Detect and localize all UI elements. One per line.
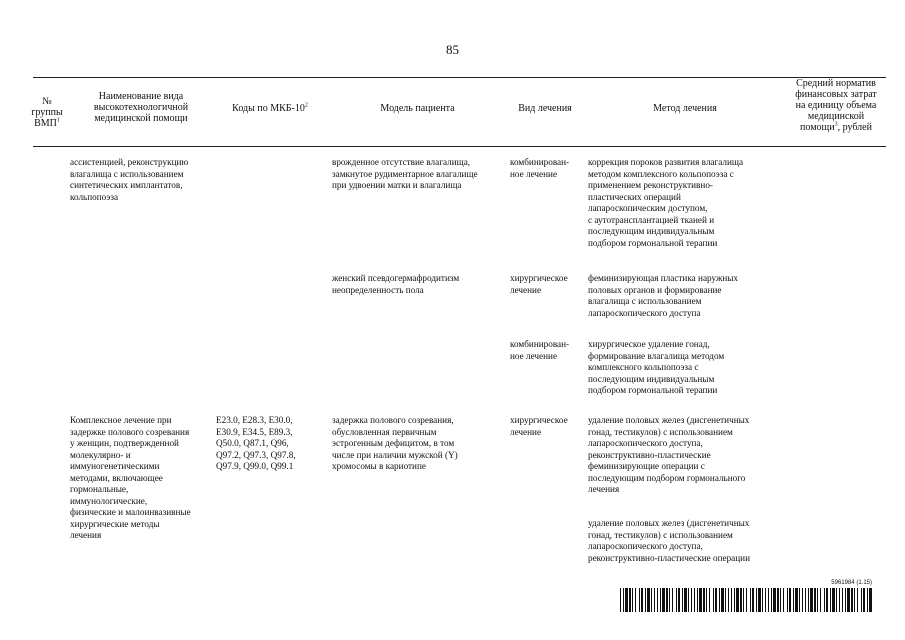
- header-bottom-rule: [33, 146, 886, 147]
- row1-method: коррекция пороков развития влагалища методом комплексного кольпопоэза с применением реконструктивно- пластических операций лапароскопическим доступом, с аутотрансплантацией тканей и последующим индивидуальным подбором гормональной терапии: [588, 157, 744, 248]
- page-number: 85: [446, 42, 459, 57]
- row2-model: женский псевдогермафродитизм неопределенность пола: [332, 273, 460, 295]
- row5-method: удаление половых желез (дисгенетичных гонад, тестикулов) с использованием лапароскопического доступа, реконструктивно-пластические операции: [588, 518, 750, 563]
- row3-treatment: комбинирован- ное лечение: [510, 339, 570, 361]
- row4-treatment: хирургическое лечение: [510, 415, 568, 437]
- row4-codes: E23.0, E28.3, E30.0, E30.9, E34.5, E89.3, Q50.0, Q87.1, Q96, Q97.2, Q97.3, Q97.8, Q97.9, Q99.0, Q99.1: [216, 415, 296, 471]
- header-col-name: Наименование вида высокотехнологичной медицинской помощи: [93, 91, 189, 124]
- table-top-rule: [33, 77, 886, 78]
- header-col-cost: Средний норматив финансовых затрат на единицу объема медицинской помощи$^3$, рублей: [795, 78, 877, 133]
- row2-method: феминизирующая пластика наружных половых органов и формирование влагалища с использованием лапароскопического доступа: [588, 273, 739, 318]
- header-col-model: Модель пациента: [380, 103, 455, 114]
- row1-treatment: комбинирован- ное лечение: [510, 157, 570, 179]
- document-code: [620, 580, 872, 612]
- header-col-treatment: Вид лечения: [518, 103, 572, 114]
- row4-model: задержка полового созревания, обусловленная первичным эстрогенным дефицитом, в том числе при наличии мужской (Y) хромосомы в кариотипе: [332, 415, 458, 471]
- barcode-image: [620, 588, 872, 612]
- document-code-text: 5961984 (1.15): [831, 580, 872, 586]
- row1-model: врожденное отсутствие влагалища, замкнутое рудиментарное влагалище при удвоении матки и влагалища: [332, 157, 478, 190]
- row3-method: хирургическое удаление гонад, формирование влагалища методом комплексного кольпопоэза с последующим индивидуальным подбором гормональной терапии: [588, 339, 725, 395]
- header-col-method: Метод лечения: [653, 103, 717, 114]
- row1-name: ассистенцией, реконструкцию влагалища с использованием синтетических имплантатов, кольпопоэза: [70, 157, 189, 202]
- row4-method: удаление половых желез (дисгенетичных гонад, тестикулов) с использованием лапароскопического доступа, реконструктивно-пластические феминизирующие операции с последующим подбором гормонального лечения: [588, 415, 750, 494]
- header-col-codes: Коды по МКБ-$10^2$: [232, 102, 308, 114]
- header-col-group: № группы ВМП$^1$: [31, 96, 63, 129]
- row4-name: Комплексное лечение при задержке полового созревания у женщин, подтвержденной молекулярно- и иммуногенетическими методами, включающее гормональные, иммунологические, физические и малоинвазивные хирургические методы лечения: [70, 415, 191, 540]
- row2-treatment: хирургическое лечение: [510, 273, 568, 295]
